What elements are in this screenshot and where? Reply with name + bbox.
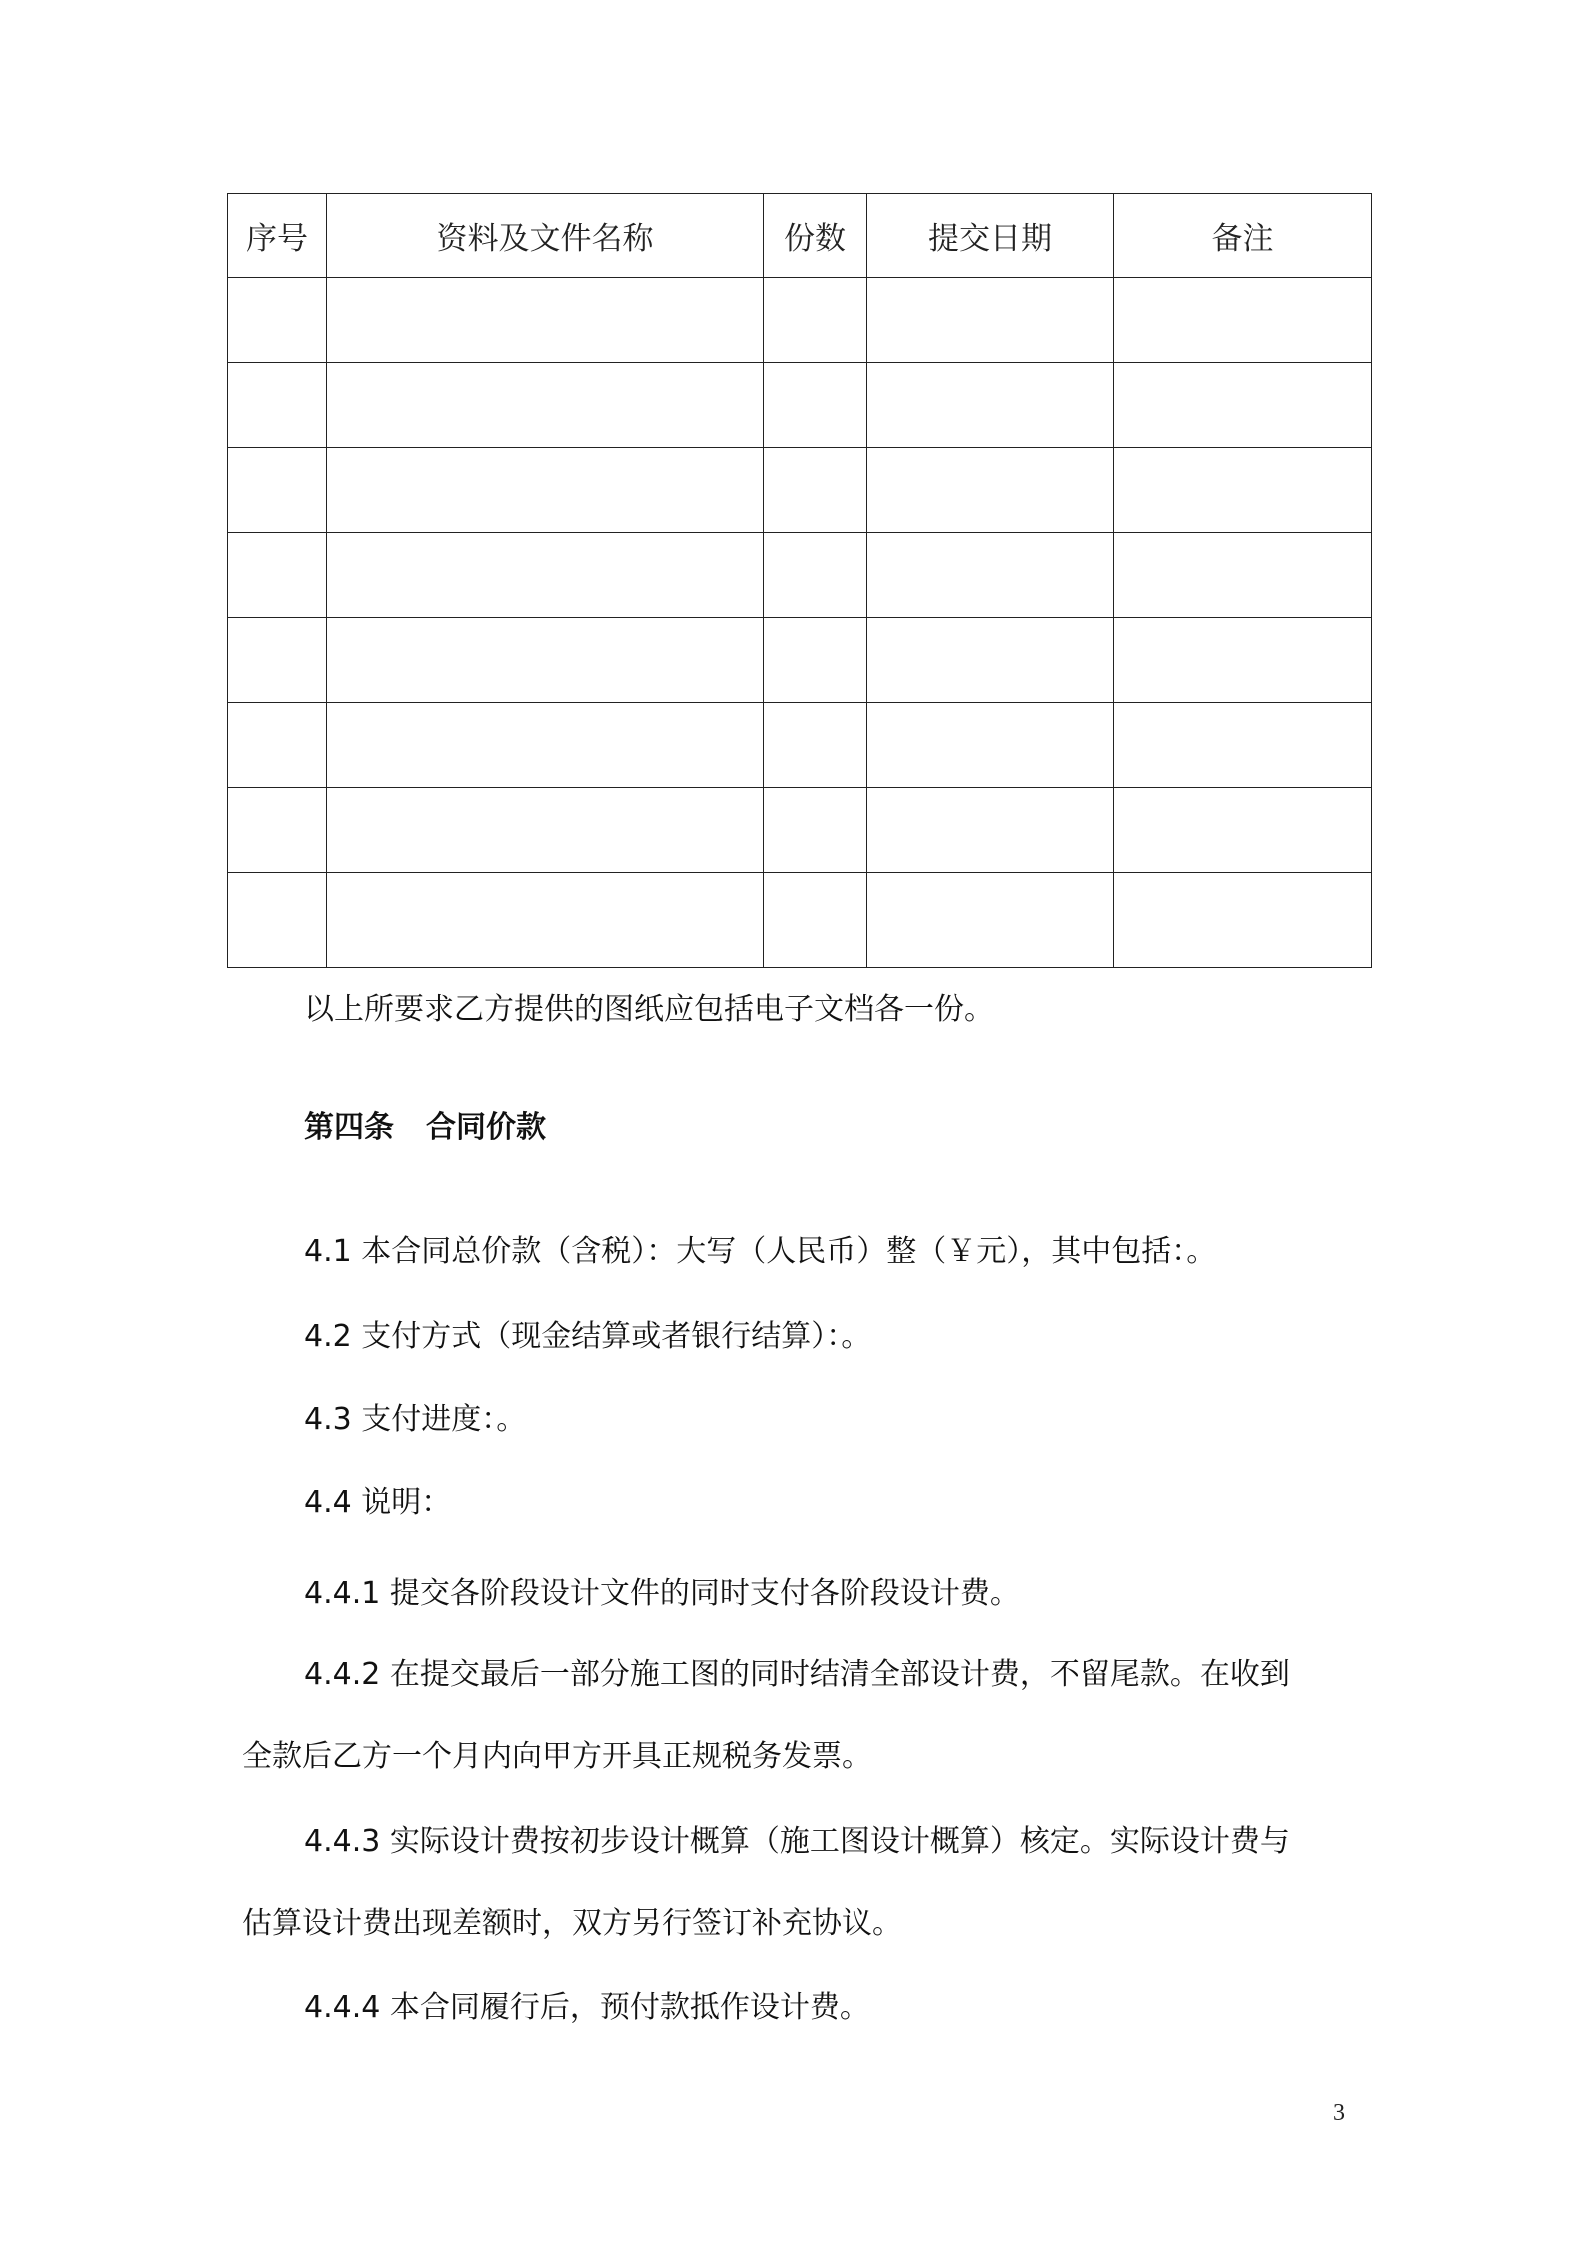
documents-table xyxy=(227,193,1372,968)
table-cell xyxy=(228,278,327,363)
header-seq: 序号 xyxy=(228,194,327,278)
table-cell xyxy=(764,873,867,968)
table-cell xyxy=(1114,873,1372,968)
clause-4-4: 4.4 说明： xyxy=(304,1485,452,1520)
table-cell xyxy=(228,448,327,533)
table-cell xyxy=(867,448,1114,533)
table-cell xyxy=(1114,278,1372,363)
header-remarks: 备注 xyxy=(1114,194,1372,278)
table-cell xyxy=(1114,703,1372,788)
table-cell xyxy=(1114,448,1372,533)
table-cell xyxy=(764,278,867,363)
table-cell xyxy=(764,618,867,703)
page-number: 3 xyxy=(1333,2100,1345,2126)
clause-4-4-1: 4.4.1 提交各阶段设计文件的同时支付各阶段设计费。 xyxy=(304,1576,1020,1611)
table-cell xyxy=(228,873,327,968)
clause-4-1: 4.1 本合同总价款（含税）：大写（人民币）整（￥元），其中包括：。 xyxy=(304,1234,1217,1269)
header-doc-name: 资料及文件名称 xyxy=(327,194,764,278)
table-cell xyxy=(228,363,327,448)
section-title: 合同价款 xyxy=(426,1110,546,1145)
table-cell xyxy=(327,703,764,788)
table-cell xyxy=(1114,618,1372,703)
table-cell xyxy=(327,448,764,533)
table-row xyxy=(228,873,1372,968)
table-row xyxy=(228,788,1372,873)
table-cell xyxy=(764,788,867,873)
clause-4-4-3-line2: 估算设计费出现差额时，双方另行签订补充协议。 xyxy=(242,1906,902,1941)
table-row xyxy=(228,703,1372,788)
header-copies: 份数 xyxy=(764,194,867,278)
table-cell xyxy=(228,703,327,788)
table-cell xyxy=(764,703,867,788)
table-note: 以上所要求乙方提供的图纸应包括电子文档各一份。 xyxy=(304,992,994,1027)
table-cell xyxy=(867,278,1114,363)
table-cell xyxy=(327,873,764,968)
clause-4-4-2-line1: 4.4.2 在提交最后一部分施工图的同时结清全部设计费，不留尾款。在收到 xyxy=(304,1657,1290,1692)
clause-4-4-2-line2: 全款后乙方一个月内向甲方开具正规税务发票。 xyxy=(242,1739,872,1774)
table-cell xyxy=(228,788,327,873)
section-heading xyxy=(304,1108,546,1148)
table-cell xyxy=(764,533,867,618)
table-cell xyxy=(867,703,1114,788)
table-cell xyxy=(867,788,1114,873)
table-cell xyxy=(867,363,1114,448)
table-cell xyxy=(1114,533,1372,618)
clause-4-3: 4.3 支付进度：。 xyxy=(304,1402,527,1437)
clause-4-2: 4.2 支付方式（现金结算或者银行结算）：。 xyxy=(304,1319,872,1354)
header-submit-date: 提交日期 xyxy=(867,194,1114,278)
table-cell xyxy=(228,533,327,618)
table-cell xyxy=(867,618,1114,703)
table-cell xyxy=(327,278,764,363)
table-cell xyxy=(327,533,764,618)
clause-4-4-4: 4.4.4 本合同履行后，预付款抵作设计费。 xyxy=(304,1990,870,2025)
table-cell xyxy=(327,363,764,448)
table-cell xyxy=(867,873,1114,968)
table-cell xyxy=(764,363,867,448)
clause-4-4-3-line1: 4.4.3 实际设计费按初步设计概算（施工图设计概算）核定。实际设计费与 xyxy=(304,1824,1290,1859)
table-row xyxy=(228,448,1372,533)
table-cell xyxy=(1114,788,1372,873)
table-cell xyxy=(764,448,867,533)
table-cell xyxy=(1114,363,1372,448)
table-header-row xyxy=(228,194,1372,278)
table-row xyxy=(228,533,1372,618)
table-cell xyxy=(327,788,764,873)
table-row xyxy=(228,363,1372,448)
table-cell xyxy=(867,533,1114,618)
table-row xyxy=(228,618,1372,703)
table-cell xyxy=(228,618,327,703)
table-cell xyxy=(327,618,764,703)
table-row xyxy=(228,278,1372,363)
section-number: 第四条 xyxy=(304,1110,394,1145)
